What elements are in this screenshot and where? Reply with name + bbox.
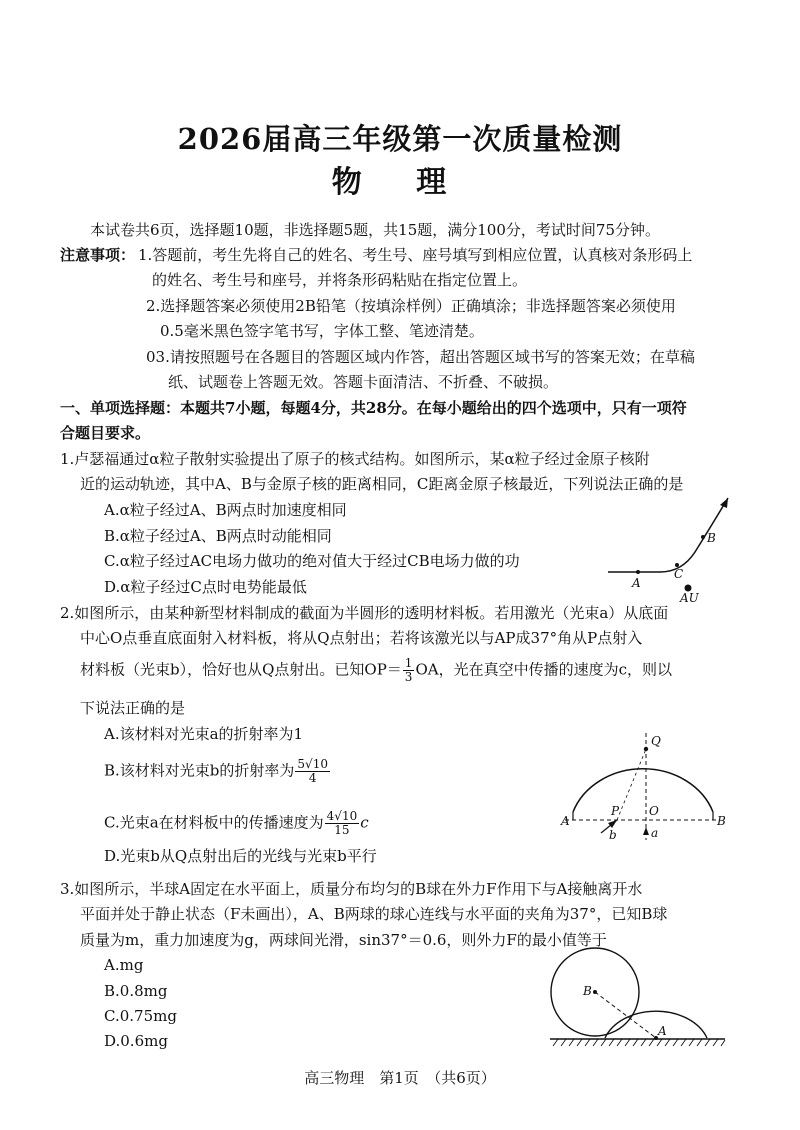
q2-stem-2: 中心O点垂直底面射入材料板，将从Q点射出；若将该激光以与AP成37°角从P点射入 <box>80 629 643 647</box>
q2-stem-3b: OA，光在真空中传播的速度为c，则以 <box>415 660 672 679</box>
q1-point-b <box>701 535 705 539</box>
q2-option-d: D.光束b从Q点射出后的光线与光束b平行 <box>104 847 377 865</box>
q2-label-o: O <box>649 804 659 818</box>
q2-label-p: P <box>611 804 620 818</box>
q2-option-c-num: 4√10 <box>326 809 358 823</box>
note-2b: 0.5毫米黑色签字笔书写，字体工整、笔迹清楚。 <box>160 322 484 340</box>
q1-label-b: B <box>707 531 716 545</box>
q3-label-a: A <box>658 1024 667 1038</box>
q1-label-a: A <box>632 576 641 590</box>
q1-label-au: AU <box>680 591 699 605</box>
q2-option-b-frac <box>295 758 330 785</box>
q2-label-b-end: B <box>717 814 726 828</box>
q3-center-b <box>593 990 597 994</box>
q2-stem-3a: 材料板（光束b），恰好也从Q点射出。已知OP＝ <box>80 660 402 679</box>
note-3a: 03.请按照题号在各题目的答题区域内作答，超出答题区域书写的答案无效；在草稿 <box>146 348 695 366</box>
q1-arrow-head <box>720 498 728 508</box>
q3-option-b: B.0.8mg <box>104 982 168 1000</box>
q2-stem-3 <box>80 657 672 684</box>
q2-option-b-den: 4 <box>308 771 317 785</box>
q2-figure <box>555 725 735 845</box>
q2-semicircle <box>573 769 713 812</box>
q2-stem-1: 2.如图所示，由某种新型材料制成的截面为半圆形的透明材料板。若用激光（光束a）从底面 <box>60 604 669 622</box>
notes-label: 注意事项： <box>60 246 136 264</box>
q3-center-line <box>595 992 656 1038</box>
q2-option-c-den: 15 <box>334 823 350 837</box>
subject-title: 物 理 <box>331 165 469 200</box>
q3-label-b: B <box>583 984 592 998</box>
q2-label-beam-b: b <box>609 828 617 842</box>
q2-stem-4: 下说法正确的是 <box>80 699 186 717</box>
q2-option-b-num: 5√10 <box>297 757 328 771</box>
q2-label-beam-a: a <box>651 826 659 840</box>
section-heading: 一、单项选择题：本题共7小题，每题4分，共28分。在每小题给出的四个选项中，只有一项符 <box>60 399 687 417</box>
q2-fraction <box>403 657 415 684</box>
q1-option-a: A.α粒子经过A、B两点时加速度相同 <box>104 501 347 519</box>
page-title: 2026届高三年级第一次质量检测 <box>177 122 623 156</box>
q1-option-c: C.α粒子经过AC电场力做功的绝对值大于经过CB电场力做的功 <box>104 552 520 570</box>
q1-label-c: C <box>674 567 684 581</box>
q3-option-d: D.0.6mg <box>104 1032 168 1050</box>
q3-hemisphere-a <box>605 1011 707 1038</box>
note-2a: 2.选择题答案必须使用2B铅笔（按填涂样例）正确填涂；非选择题答案必须使用 <box>146 297 676 315</box>
note-1b: 的姓名、考生号和座号，并将条形码粘贴在指定位置上。 <box>152 271 528 289</box>
note-3b: 纸、试题卷上答题无效。答题卡面清洁、不折叠、不破损。 <box>168 373 559 391</box>
exam-intro: 本试卷共6页，选择题10题，非选择题5题，共15题，满分100分，考试时间75分钟。 <box>90 221 660 239</box>
q2-frac-den: 3 <box>404 670 413 684</box>
q3-option-a: A.mg <box>104 956 144 974</box>
q1-stem-1: 1.卢瑟福通过α粒子散射实验提出了原子的核式结构。如图所示，某α粒子经过金原子核附 <box>60 450 650 468</box>
q2-option-c <box>104 810 369 837</box>
q2-option-b <box>104 758 331 785</box>
q3-stem-1: 3.如图所示，半球A固定在水平面上，质量分布均匀的B球在外力F作用下与A接触离开水 <box>60 880 643 898</box>
q3-stem-3: 质量为m，重力加速度为g，两球间光滑，sin37°＝0.6，则外力F的最小值等于 <box>80 931 607 949</box>
q2-option-c-text: C.光束a在材料板中的传播速度为 <box>104 813 324 832</box>
q3-option-c: C.0.75mg <box>104 1007 177 1025</box>
q1-stem-2: 近的运动轨迹，其中A、B与金原子核的距离相同，C距离金原子核最近，下列说法正确的是 <box>80 475 684 493</box>
q1-figure <box>600 490 740 605</box>
q2-option-b-text: B.该材料对光束b的折射率为 <box>104 761 295 780</box>
q2-option-a: A.该材料对光束a的折射率为1 <box>104 725 304 743</box>
q2-option-c-unit: c <box>360 813 369 832</box>
q2-option-c-frac <box>325 810 360 837</box>
q1-point-a <box>636 570 640 574</box>
q3-stem-2: 平面并处于静止状态（F未画出），A、B两球的球心连线与水平面的夹角为37°，已知B球 <box>80 905 668 923</box>
q2-label-q: Q <box>651 734 661 748</box>
q2-label-a-end: A <box>561 814 570 828</box>
page-footer: 高三物理 第1页 （共6页） <box>304 1069 496 1087</box>
q2-beam-a-arrow <box>643 827 649 835</box>
q1-option-d: D.α粒子经过C点时电势能最低 <box>104 578 307 596</box>
section-heading-cont: 合题目要求。 <box>60 424 151 442</box>
q3-figure <box>545 945 730 1055</box>
q1-option-b: B.α粒子经过A、B两点时动能相同 <box>104 527 332 545</box>
note-1a: 1.答题前，考生先将自己的姓名、考生号、座号填写到相应位置，认真核对条形码上 <box>138 246 693 264</box>
q2-ray-pq <box>617 749 646 820</box>
q2-frac-num: 1 <box>404 656 413 670</box>
q3-ground-hatch <box>553 1039 725 1046</box>
